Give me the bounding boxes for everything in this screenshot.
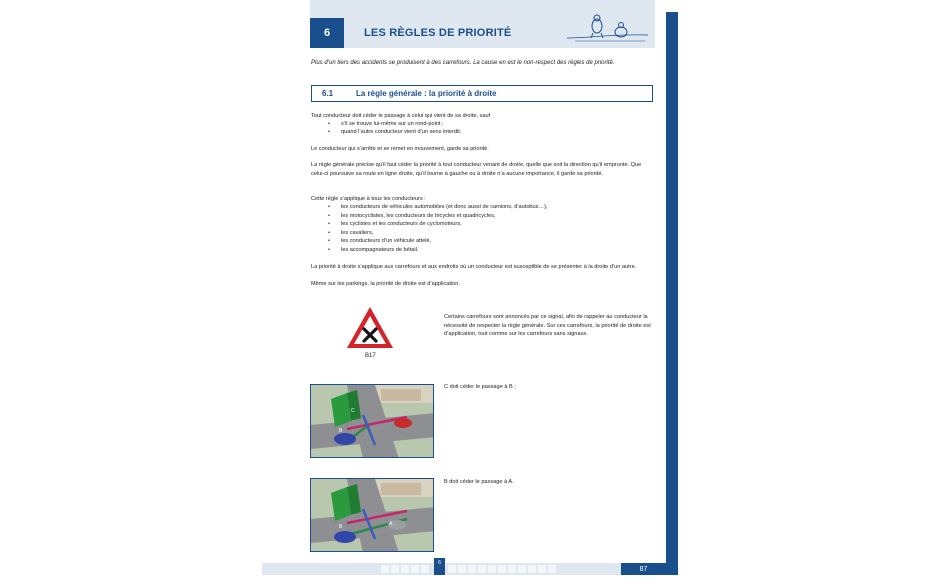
list-item-text: les cavaliers, [341,229,374,236]
list-item [328,237,431,246]
chapter-number-box: 6 [310,18,344,48]
sign-description: Certains carrefours sont annoncés par ce signal, afin de rappeler au conducteur la nécessité de respecter la règle générale. Sur ces carrefours, la priorité de droite est d’application, tout comme sur les carrefours sans signaux. [444,314,651,338]
vehicle-label-c: C [351,408,355,414]
chapter-tab[interactable] [468,565,476,573]
bullet-icon: • [328,212,330,219]
bullet-icon: • [328,229,330,236]
vehicle-label-a: A [389,521,393,527]
section-title: La règle générale : la priorité à droite [356,89,497,98]
example-1-caption: C doit céder le passage à B ; [444,384,516,390]
intersection-scene [311,385,434,458]
list-item-text: les conducteurs de véhicules automobiles (et donc aussi de camions, d’autobus…), [341,204,548,210]
active-chapter-tab[interactable]: 6 [434,558,445,575]
chapter-tab[interactable] [508,565,516,573]
b17-warning-sign-icon [345,305,395,351]
list-item-text: quand l’autre conducteur vient d’un sens interdit. [341,129,462,135]
chapter-tab[interactable] [421,565,429,573]
chapter-tab[interactable] [478,565,486,573]
chapter-tab[interactable] [488,565,496,573]
bullet-icon: • [328,238,330,244]
chapter-tab[interactable] [538,565,546,573]
list-item-text: les conducteurs d’un véhicule attelé, [341,238,432,244]
bullet-icon: • [328,221,330,227]
bullet-icon: • [328,121,330,127]
chapter-tab[interactable] [391,565,399,573]
list-item [328,203,547,212]
list-item [328,128,461,137]
paragraph-where-applies: La priorité à droite s’applique aux carrefours et aux endroits où un conducteur est susceptible de se présenter à la droite d’un autre. [311,264,637,270]
chapter-side-stripe [666,12,678,575]
paragraph-stop: Le conducteur qui s’arrête et se remet en mouvement, garde sa priorité. [311,146,489,152]
intersection-scene [311,479,434,552]
vehicle-label-b: B [339,428,343,434]
list-item [328,220,462,229]
bullet-icon: • [328,204,330,210]
sign-code-label: B17 [365,353,376,359]
section-number: 6.1 [322,89,334,98]
intersection-illustration-1 [310,384,434,458]
chapter-tab[interactable] [458,565,466,573]
chapter-tab[interactable] [411,565,419,573]
page-number: 87 [621,563,666,575]
chapter-tab[interactable] [381,565,389,573]
paragraph-general-rule: La règle générale précise qu’il faut céder la priorité à tout conducteur venant de droite, quelle que soit la direction qu’il emprunte. Que celui-ci poursuive sa route en ligne droite, qu’il tourne à gauche ou à droite n’a aucune importance, il garde sa priorité. [311,162,642,177]
example-2-caption: B doit céder le passage à A. [444,479,514,485]
list-item-text: les motocyclistes, les conducteurs de tricycles et quadricycles, [341,212,496,219]
list-item-text: les cyclistes et les conducteurs de cyclomoteurs, [341,221,462,227]
intersection-illustration-2 [310,478,434,552]
chapter-tab[interactable] [548,565,556,573]
chapter-tab[interactable] [518,565,526,573]
chapter-tab[interactable] [448,565,456,573]
list-item [328,229,373,238]
intro-text: Plus d’un tiers des accidents se produisent à des carrefours. La cause en est le non-respect des règles de priorité. [311,60,615,66]
chapter-tab[interactable] [401,565,409,573]
paragraph-parkings: Même sur les parkings, la priorité de droite est d’application. [311,281,460,287]
paragraph-rule: Tout conducteur doit céder le passage à celui qui vient de sa droite, sauf [311,113,491,119]
chapter-title: LES RÈGLES DE PRIORITÉ [364,27,512,39]
list-item [328,246,418,255]
bullet-icon: • [328,129,330,135]
list-item-text: les accompagnateurs de bétail. [341,246,419,253]
list-item-text: s’il se trouve lui-même sur un rond-point ; [341,121,444,127]
bullet-icon: • [328,246,330,253]
list-item [328,212,496,221]
vehicle-label-b: B [339,524,343,530]
chapter-tab[interactable] [498,565,506,573]
chapter-tab[interactable] [528,565,536,573]
paragraph-applies-to: Cette règle s’applique à tous les conducteurs : [311,196,426,202]
header-illustration [565,8,650,44]
